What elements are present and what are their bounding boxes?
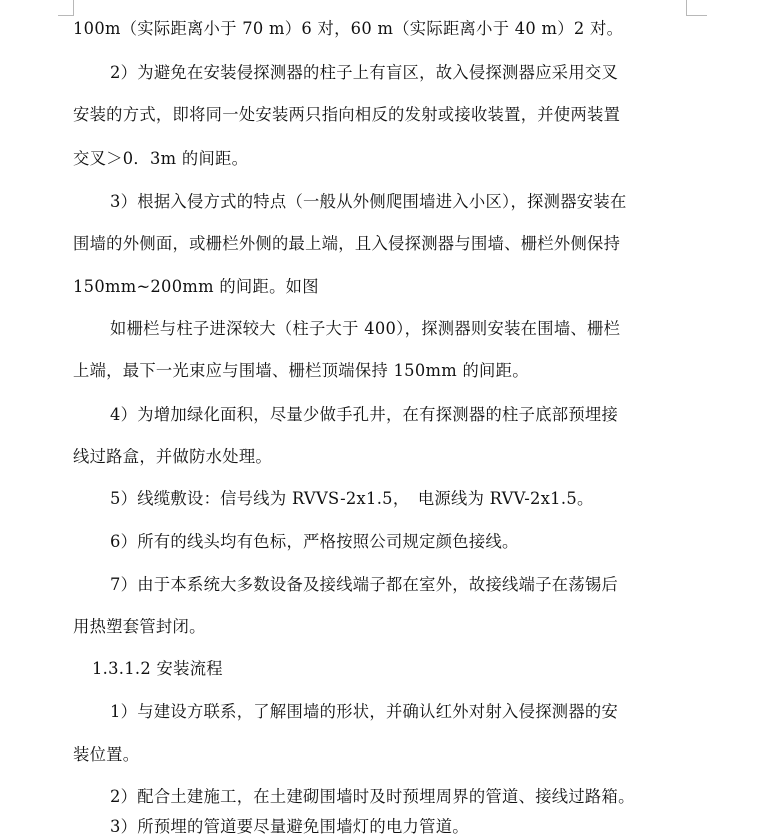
text-line: 4）为增加绿化面积，尽量少做手孔井，在有探测器的柱子底部预埋接	[110, 405, 619, 424]
text-line: 3）所预埋的管道要尽量避免围墙灯的电力管道。	[110, 817, 469, 836]
page-corner-mark-left	[58, 0, 74, 16]
text-line: 围墙的外侧面，或栅栏外侧的最上端，且入侵探测器与围墙、栅栏外侧保持	[73, 234, 621, 253]
section-heading: 1.3.1.2 安装流程	[92, 659, 223, 678]
text-line: 3）根据入侵方式的特点（一般从外侧爬围墙进入小区），探测器安装在	[110, 192, 627, 211]
text-line: 2）为避免在安装侵探测器的柱子上有盲区，故入侵探测器应采用交叉	[110, 63, 619, 82]
text-line: 100m（实际距离小于 70 m）6 对，60 m（实际距离小于 40 m）2 对。	[73, 19, 624, 38]
text-line: 150mm~200mm 的间距。如图	[73, 277, 319, 296]
text-line: 5）线缆敷设：信号线为 RVVS-2x1.5， 电源线为 RVV-2x1.5。	[110, 489, 594, 508]
text-line: 交叉＞0．3m 的间距。	[73, 149, 249, 168]
text-line: 装位置。	[73, 745, 140, 764]
text-line: 安装的方式，即将同一处安装两只指向相反的发射或接收装置，并使两装置	[73, 105, 621, 124]
text-line: 如栅栏与柱子进深较大（柱子大于 400），探测器则安装在围墙、栅栏	[110, 319, 621, 338]
text-line: 7）由于本系统大多数设备及接线端子都在室外，故接线端子在荡锡后	[110, 575, 619, 594]
text-line: 2）配合土建施工，在土建砌围墙时及时预埋周界的管道、接线过路箱。	[110, 787, 635, 806]
text-line: 6）所有的线头均有色标，严格按照公司规定颜色接线。	[110, 532, 519, 551]
page-corner-mark-right	[686, 0, 707, 16]
text-line: 上端，最下一光束应与围墙、栅栏顶端保持 150mm 的间距。	[73, 361, 529, 380]
text-line: 线过路盒，并做防水处理。	[73, 447, 272, 466]
text-line: 1）与建设方联系，了解围墙的形状，并确认红外对射入侵探测器的安	[110, 702, 619, 721]
text-line: 用热塑套管封闭。	[73, 617, 206, 636]
